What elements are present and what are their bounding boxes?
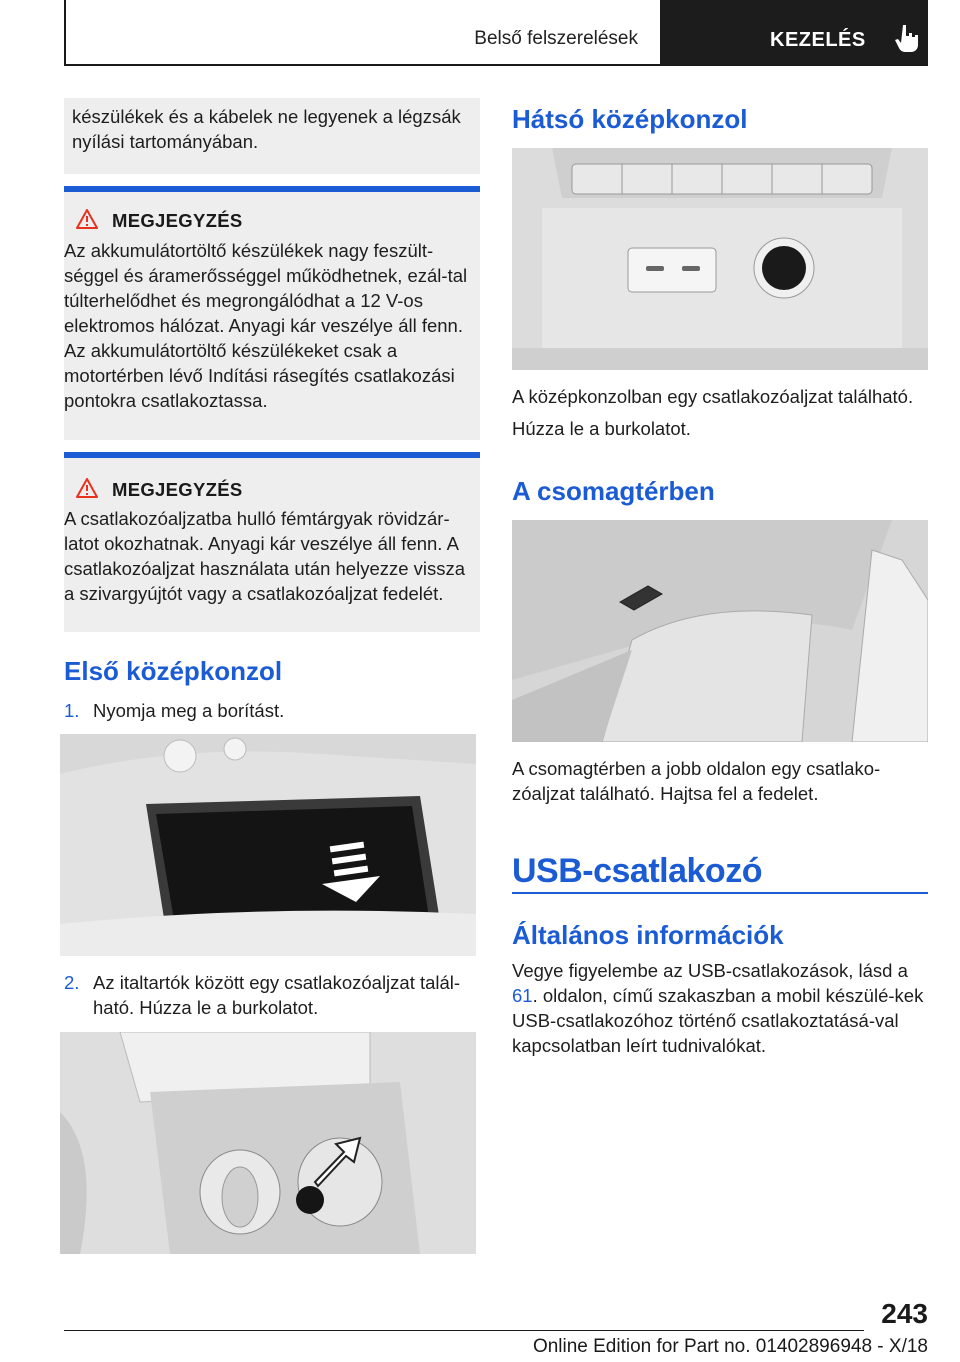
- continued-text-box: [64, 98, 480, 174]
- step-2-number: 2.: [64, 972, 80, 993]
- luggage-socket-image: [512, 520, 928, 742]
- rear-console-text-2: Húzza le a burkolatot.: [512, 418, 691, 439]
- step-1-text: Nyomja meg a borítást.: [93, 700, 285, 721]
- page-number: 243: [881, 1298, 928, 1329]
- section-heading-front-console: Első középkonzol: [64, 656, 283, 686]
- warning-icon: [76, 209, 98, 229]
- cupholder-illustration: [60, 1032, 476, 1254]
- rear-console-text-1: A középkonzolban egy csatlakozóaljzat található.: [512, 386, 914, 407]
- rear-console-image: [512, 148, 928, 370]
- chapter-tab-label: KEZELÉS: [770, 29, 866, 51]
- notice-title-1: MEGJEGYZÉS: [112, 210, 243, 231]
- header-section-title: Belső felszerelések: [474, 28, 638, 49]
- general-info-text-part-2: . oldalon, című szakaszban a mobil készülé-kek USB-csatlakozóhoz történő csatlakoztatásá-val kapcsolatban leírt tudnivalókat.: [512, 985, 924, 1056]
- continued-text: készülékek és a kábelek ne legyenek a légzsák nyílási tartományában.: [72, 106, 461, 152]
- front-console-illustration: [60, 734, 476, 956]
- page-reference-link[interactable]: 61: [512, 985, 533, 1006]
- footer-edition: Online Edition for Part no. 01402896948 - X/18: [532, 1336, 928, 1357]
- section-heading-general-info: Általános információk: [512, 920, 784, 950]
- front-console-image: [60, 734, 476, 956]
- section-heading-luggage: A csomagtérben: [512, 476, 715, 506]
- notice-text-2: A csatlakozóaljzatba hulló fémtárgyak rövidzár-latot okozhatnak. Anyagi kár veszélye áll fenn. A csatlakozóaljzat használata után helyezze vissza a szivargyújtót vagy a csatlakozóaljzat fedelét.: [64, 508, 466, 604]
- step-1-number: 1.: [64, 700, 80, 721]
- general-info-text: [512, 958, 928, 1058]
- chapter-rule: [512, 892, 928, 894]
- rear-console-illustration: [512, 148, 928, 370]
- notice-title-2: MEGJEGYZÉS: [112, 479, 243, 500]
- luggage-text: A csomagtérben a jobb oldalon egy csatlako-zóaljzat található. Hajtsa fel a fedelet.: [512, 758, 881, 804]
- footer-rule: [64, 1330, 864, 1331]
- header-rule: [64, 64, 928, 66]
- chapter-tab[interactable]: [660, 0, 928, 66]
- general-info-text-part-1: Vegye figyelembe az USB-csatlakozások, lásd a: [512, 960, 908, 981]
- luggage-socket-illustration: [512, 520, 928, 742]
- cupholder-image: [60, 1032, 476, 1254]
- section-heading-rear-console: Hátsó középkonzol: [512, 104, 748, 134]
- hand-pointer-icon: [892, 22, 920, 54]
- header-divider: [64, 0, 66, 64]
- warning-icon: [76, 478, 98, 498]
- notice-text-1: Az akkumulátortöltő készülékek nagy feszült-séggel és áramerősséggel működhetnek, ezál-tal túlterhelődhet és megrongálódhat a 12 V-os elektromos hálózat. Anyagi kár veszélye áll fenn. Az akkumulátortöltő készülékeket csak a motortérben lévő Indítási rásegítés csatlakozási pontokra csatlakoztassa.: [64, 240, 468, 411]
- chapter-heading-usb: USB-csatlakozó: [512, 852, 762, 890]
- step-2-text: Az italtartók között egy csatlakozóaljzat talál-ható. Húzza le a burkolatot.: [93, 972, 461, 1018]
